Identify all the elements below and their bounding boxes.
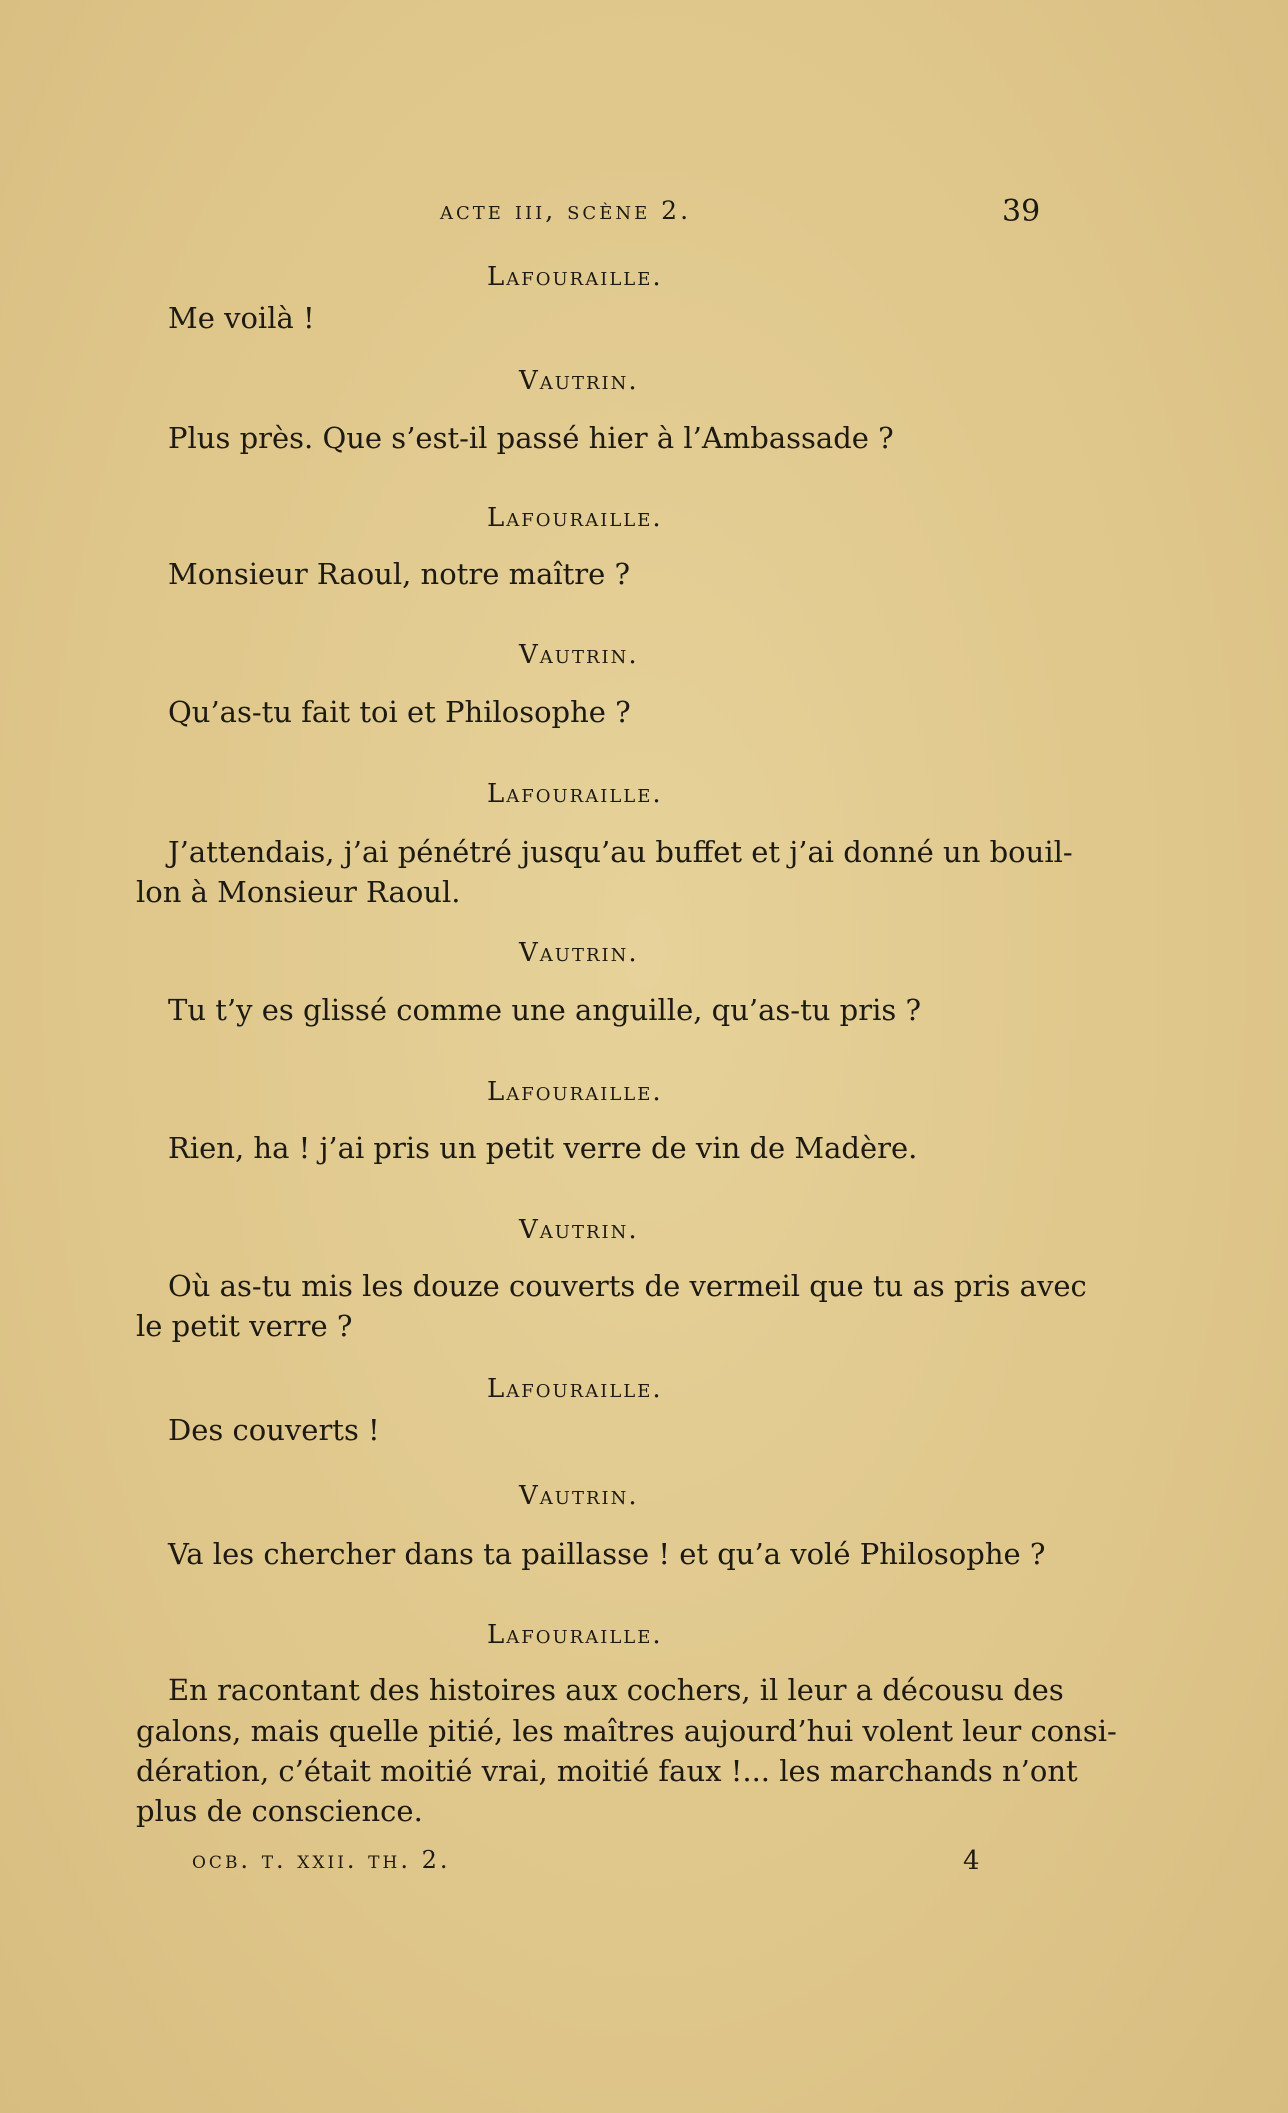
speaker-vautrin: Vautrin. <box>519 1481 639 1511</box>
running-header: acte iii, scène 2. <box>440 196 692 225</box>
speaker-lafouraille: Lafouraille. <box>487 1620 663 1650</box>
speaker-lafouraille: Lafouraille. <box>487 503 663 533</box>
speaker-vautrin: Vautrin. <box>519 938 639 968</box>
dialogue-line: Va les chercher dans ta paillasse ! et qu’a volé Philosophe ? <box>168 1537 1046 1571</box>
dialogue-line: le petit verre ? <box>136 1309 353 1343</box>
dialogue-line: J’attendais, j’ai pénétré jusqu’au buffet et j’ai donné un bouil- <box>168 835 1073 869</box>
speaker-vautrin: Vautrin. <box>519 1215 639 1245</box>
footer-sheet-number: 4 <box>963 1846 980 1876</box>
dialogue-line: dération, c’était moitié vrai, moitié faux !... les marchands n’ont <box>136 1754 1078 1788</box>
speaker-vautrin: Vautrin. <box>519 366 639 396</box>
dialogue-line: Qu’as-tu fait toi et Philosophe ? <box>168 695 631 729</box>
dialogue-line: Où as-tu mis les douze couverts de vermeil que tu as pris avec <box>168 1269 1087 1303</box>
speaker-lafouraille: Lafouraille. <box>487 1077 663 1107</box>
page-number: 39 <box>1002 194 1041 229</box>
dialogue-line: plus de conscience. <box>136 1794 423 1828</box>
dialogue-line: galons, mais quelle pitié, les maîtres aujourd’hui volent leur consi- <box>136 1714 1117 1748</box>
speaker-lafouraille: Lafouraille. <box>487 779 663 809</box>
speaker-lafouraille: Lafouraille. <box>487 1374 663 1404</box>
dialogue-line: Des couverts ! <box>168 1413 380 1447</box>
dialogue-line: En racontant des histoires aux cochers, il leur a décousu des <box>168 1673 1064 1707</box>
footer-signature: ocb. t. xxii. th. 2. <box>192 1846 451 1874</box>
speaker-lafouraille: Lafouraille. <box>487 262 663 292</box>
speaker-vautrin: Vautrin. <box>519 640 639 670</box>
dialogue-line: Tu t’y es glissé comme une anguille, qu’as-tu pris ? <box>168 993 922 1027</box>
dialogue-line: Me voilà ! <box>168 301 315 335</box>
dialogue-line: Plus près. Que s’est-il passé hier à l’Ambassade ? <box>168 421 894 455</box>
dialogue-line: Rien, ha ! j’ai pris un petit verre de vin de Madère. <box>168 1131 918 1165</box>
dialogue-line: Monsieur Raoul, notre maître ? <box>168 557 631 591</box>
dialogue-line: lon à Monsieur Raoul. <box>136 875 461 909</box>
